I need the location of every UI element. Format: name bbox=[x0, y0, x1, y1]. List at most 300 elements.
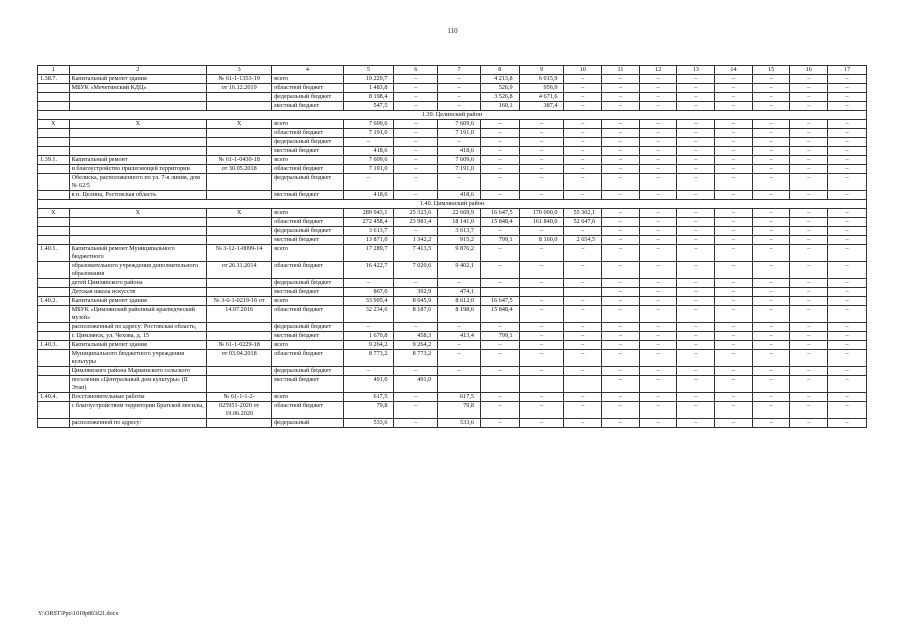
amount-cell: – bbox=[394, 393, 438, 402]
amount-cell: – bbox=[790, 245, 828, 262]
amount-cell: – bbox=[394, 323, 438, 332]
amount-cell: – bbox=[602, 218, 640, 227]
table-row bbox=[38, 367, 867, 376]
column-number-cell: 3 bbox=[207, 66, 272, 75]
amount-cell: – bbox=[715, 236, 753, 245]
amount-cell: 79,8 bbox=[438, 402, 481, 419]
amount-cell: – bbox=[480, 245, 519, 262]
object-name-cell: Капитальный ремонт bbox=[69, 156, 206, 165]
amount-cell: 418,6 bbox=[438, 191, 481, 200]
amount-cell: – bbox=[602, 102, 640, 111]
amount-cell: 170 000,0 bbox=[519, 209, 564, 218]
document-ref-cell bbox=[207, 191, 272, 200]
row-number-cell bbox=[38, 147, 70, 156]
amount-cell: – bbox=[564, 147, 602, 156]
amount-cell: – bbox=[639, 341, 677, 350]
amount-cell: – bbox=[394, 75, 438, 84]
amount-cell: – bbox=[828, 323, 867, 332]
amount-cell: 1 670,8 bbox=[343, 332, 394, 341]
document-ref-cell bbox=[207, 288, 272, 297]
object-name-cell: МБУК «Цимлянский районный краеведческий музей» bbox=[69, 306, 206, 323]
amount-cell: 16 647,5 bbox=[480, 297, 519, 306]
amount-cell: 8 187,6 bbox=[394, 306, 438, 323]
object-name-cell: Муниципального бюджетного учреждения культуры bbox=[69, 350, 206, 367]
amount-cell: – bbox=[480, 120, 519, 129]
row-number-cell bbox=[38, 332, 70, 341]
funding-source-cell: областной бюджет bbox=[272, 402, 343, 419]
amount-cell: 392,9 bbox=[394, 288, 438, 297]
amount-cell: 7 609,6 bbox=[438, 120, 481, 129]
amount-cell: – bbox=[602, 262, 640, 279]
table-row bbox=[38, 236, 867, 245]
amount-cell: – bbox=[394, 174, 438, 191]
amount-cell: – bbox=[343, 323, 394, 332]
table-row bbox=[38, 174, 867, 191]
amount-cell: – bbox=[677, 138, 715, 147]
column-number-cell: 5 bbox=[343, 66, 394, 75]
amount-cell: – bbox=[677, 323, 715, 332]
amount-cell: 8 160,0 bbox=[519, 236, 564, 245]
amount-cell: – bbox=[639, 236, 677, 245]
object-name-cell bbox=[69, 93, 206, 102]
funding-source-cell: областной бюджет bbox=[272, 165, 343, 174]
amount-cell: – bbox=[602, 191, 640, 200]
table-row bbox=[38, 147, 867, 156]
table-row bbox=[38, 402, 867, 419]
column-number-cell: 6 bbox=[394, 66, 438, 75]
amount-cell: 418,6 bbox=[343, 191, 394, 200]
amount-cell: – bbox=[602, 350, 640, 367]
table-row bbox=[38, 165, 867, 174]
amount-cell: – bbox=[677, 93, 715, 102]
amount-cell: – bbox=[715, 297, 753, 306]
amount-cell: 474,1 bbox=[438, 288, 481, 297]
amount-cell: – bbox=[752, 245, 790, 262]
amount-cell: – bbox=[677, 288, 715, 297]
amount-cell: – bbox=[677, 245, 715, 262]
amount-cell: – bbox=[639, 332, 677, 341]
amount-cell: – bbox=[639, 93, 677, 102]
amount-cell: – bbox=[790, 84, 828, 93]
column-number-cell: 15 bbox=[752, 66, 790, 75]
amount-cell: – bbox=[828, 288, 867, 297]
amount-cell: – bbox=[519, 393, 564, 402]
amount-cell: – bbox=[677, 120, 715, 129]
amount-cell: 8 645,9 bbox=[394, 297, 438, 306]
amount-cell: – bbox=[394, 102, 438, 111]
amount-cell: – bbox=[602, 165, 640, 174]
amount-cell: – bbox=[715, 376, 753, 393]
amount-cell: – bbox=[639, 84, 677, 93]
section-header-row bbox=[38, 111, 867, 120]
amount-cell: – bbox=[790, 174, 828, 191]
amount-cell: – bbox=[828, 367, 867, 376]
amount-cell: – bbox=[519, 191, 564, 200]
amount-cell: – bbox=[715, 129, 753, 138]
amount-cell: 1 342,2 bbox=[394, 236, 438, 245]
amount-cell: – bbox=[602, 367, 640, 376]
amount-cell: 8 773,2 bbox=[394, 350, 438, 367]
amount-cell: – bbox=[828, 93, 867, 102]
object-name-cell bbox=[69, 102, 206, 111]
object-name-cell: Капитальный ремонт здания bbox=[69, 75, 206, 84]
amount-cell: – bbox=[564, 138, 602, 147]
amount-cell: – bbox=[639, 393, 677, 402]
amount-cell: – bbox=[828, 84, 867, 93]
row-number-cell bbox=[38, 84, 70, 93]
object-name-cell: Детская школа искусств bbox=[69, 288, 206, 297]
table-row bbox=[38, 288, 867, 297]
amount-cell: – bbox=[564, 75, 602, 84]
object-name-cell: поселения «Центральный дом культуры» (II Этап) bbox=[69, 376, 206, 393]
amount-cell: – bbox=[752, 332, 790, 341]
amount-cell: 8 198,4 bbox=[343, 93, 394, 102]
amount-cell: – bbox=[480, 393, 519, 402]
row-number-cell bbox=[38, 218, 70, 227]
document-ref-cell: № 61-1-1-2- bbox=[207, 393, 272, 402]
amount-cell: – bbox=[564, 419, 602, 428]
amount-cell: – bbox=[828, 376, 867, 393]
amount-cell: – bbox=[677, 332, 715, 341]
amount-cell: – bbox=[752, 120, 790, 129]
object-name-cell: Капитальный ремонт здания bbox=[69, 341, 206, 350]
amount-cell bbox=[564, 376, 602, 393]
column-number-cell: 16 bbox=[790, 66, 828, 75]
amount-cell bbox=[519, 288, 564, 297]
amount-cell: – bbox=[639, 402, 677, 419]
amount-cell: – bbox=[480, 138, 519, 147]
document-ref-cell bbox=[207, 129, 272, 138]
amount-cell: – bbox=[677, 402, 715, 419]
amount-cell: – bbox=[639, 75, 677, 84]
row-number-cell bbox=[38, 262, 70, 279]
amount-cell: – bbox=[480, 341, 519, 350]
amount-cell: – bbox=[602, 129, 640, 138]
amount-cell: – bbox=[438, 174, 481, 191]
amount-cell: – bbox=[715, 93, 753, 102]
amount-cell: – bbox=[480, 350, 519, 367]
amount-cell: 491,0 bbox=[343, 376, 394, 393]
amount-cell: – bbox=[639, 227, 677, 236]
row-number-cell: X bbox=[38, 120, 70, 129]
amount-cell: 799,1 bbox=[480, 332, 519, 341]
funding-source-cell: всего bbox=[272, 75, 343, 84]
funding-source-cell: федеральный bbox=[272, 419, 343, 428]
amount-cell: – bbox=[677, 306, 715, 323]
amount-cell: – bbox=[677, 227, 715, 236]
amount-cell: 413,4 bbox=[438, 332, 481, 341]
amount-cell: – bbox=[564, 306, 602, 323]
object-name-cell bbox=[69, 227, 206, 236]
amount-cell: – bbox=[602, 323, 640, 332]
amount-cell: – bbox=[790, 262, 828, 279]
amount-cell: 272 458,4 bbox=[343, 218, 394, 227]
table-row bbox=[38, 297, 867, 306]
row-number-cell bbox=[38, 129, 70, 138]
amount-cell: – bbox=[519, 332, 564, 341]
funding-source-cell: местный бюджет bbox=[272, 288, 343, 297]
amount-cell: – bbox=[519, 138, 564, 147]
amount-cell: – bbox=[519, 419, 564, 428]
amount-cell: – bbox=[602, 174, 640, 191]
amount-cell: 16 422,7 bbox=[343, 262, 394, 279]
amount-cell: – bbox=[828, 156, 867, 165]
amount-cell: 52 647,6 bbox=[564, 218, 602, 227]
amount-cell: – bbox=[677, 174, 715, 191]
amount-cell: – bbox=[715, 367, 753, 376]
funding-source-cell: федеральный бюджет bbox=[272, 323, 343, 332]
amount-cell: – bbox=[828, 191, 867, 200]
amount-cell: – bbox=[564, 367, 602, 376]
amount-cell: – bbox=[602, 419, 640, 428]
amount-cell: – bbox=[438, 138, 481, 147]
document-ref-cell: 025951-2020 от 19.06.2020 bbox=[207, 402, 272, 419]
amount-cell: – bbox=[752, 218, 790, 227]
table-row bbox=[38, 393, 867, 402]
amount-cell: – bbox=[519, 156, 564, 165]
amount-cell: – bbox=[519, 367, 564, 376]
amount-cell: – bbox=[519, 402, 564, 419]
amount-cell: 617,5 bbox=[343, 393, 394, 402]
amount-cell: 7 191,0 bbox=[343, 165, 394, 174]
amount-cell: – bbox=[715, 218, 753, 227]
amount-cell: 418,6 bbox=[343, 147, 394, 156]
row-number-cell bbox=[38, 376, 70, 393]
amount-cell: 55 302,1 bbox=[564, 209, 602, 218]
amount-cell: – bbox=[752, 279, 790, 288]
amount-cell: 491,0 bbox=[394, 376, 438, 393]
amount-cell: – bbox=[639, 279, 677, 288]
amount-cell: – bbox=[394, 147, 438, 156]
amount-cell: – bbox=[715, 419, 753, 428]
amount-cell: – bbox=[677, 350, 715, 367]
amount-cell: – bbox=[602, 297, 640, 306]
amount-cell: – bbox=[480, 129, 519, 138]
amount-cell: – bbox=[519, 227, 564, 236]
row-number-cell bbox=[38, 306, 70, 323]
amount-cell: – bbox=[639, 323, 677, 332]
amount-cell: – bbox=[639, 297, 677, 306]
amount-cell: – bbox=[752, 341, 790, 350]
amount-cell: – bbox=[828, 402, 867, 419]
amount-cell: – bbox=[790, 306, 828, 323]
amount-cell: – bbox=[790, 279, 828, 288]
amount-cell: – bbox=[480, 367, 519, 376]
amount-cell: – bbox=[564, 191, 602, 200]
row-number-cell bbox=[38, 236, 70, 245]
amount-cell: – bbox=[677, 419, 715, 428]
amount-cell: – bbox=[752, 419, 790, 428]
object-name-cell: Цимлянского района Маркинского сельского bbox=[69, 367, 206, 376]
amount-cell: – bbox=[639, 306, 677, 323]
column-number-cell: 1 bbox=[38, 66, 70, 75]
amount-cell: – bbox=[752, 227, 790, 236]
amount-cell: – bbox=[564, 129, 602, 138]
document-ref-cell bbox=[207, 218, 272, 227]
amount-cell: – bbox=[519, 297, 564, 306]
table-row bbox=[38, 209, 867, 218]
amount-cell: – bbox=[602, 288, 640, 297]
amount-cell: – bbox=[752, 147, 790, 156]
funding-source-cell: всего bbox=[272, 245, 343, 262]
amount-cell: – bbox=[564, 393, 602, 402]
table-row bbox=[38, 341, 867, 350]
amount-cell: – bbox=[790, 165, 828, 174]
amount-cell: – bbox=[343, 367, 394, 376]
amount-cell: – bbox=[715, 350, 753, 367]
amount-cell: – bbox=[519, 120, 564, 129]
object-name-cell: Капитальный ремонт здания bbox=[69, 297, 206, 306]
amount-cell: – bbox=[790, 227, 828, 236]
amount-cell: – bbox=[790, 402, 828, 419]
amount-cell: – bbox=[752, 191, 790, 200]
document-ref-cell bbox=[207, 227, 272, 236]
amount-cell: 7 609,6 bbox=[343, 156, 394, 165]
amount-cell: – bbox=[715, 332, 753, 341]
object-name-cell bbox=[69, 218, 206, 227]
amount-cell: – bbox=[602, 402, 640, 419]
amount-cell: – bbox=[602, 279, 640, 288]
amount-cell: – bbox=[519, 262, 564, 279]
amount-cell: – bbox=[564, 174, 602, 191]
document-ref-cell bbox=[207, 419, 272, 428]
funding-source-cell: областной бюджет bbox=[272, 84, 343, 93]
amount-cell: – bbox=[677, 297, 715, 306]
object-name-cell: с благоустройством территории Братской могилы, bbox=[69, 402, 206, 419]
amount-cell: – bbox=[438, 367, 481, 376]
amount-cell: – bbox=[677, 341, 715, 350]
amount-cell: 161 840,0 bbox=[519, 218, 564, 227]
amount-cell: 8 773,2 bbox=[343, 350, 394, 367]
object-name-cell bbox=[69, 129, 206, 138]
amount-cell: 3 526,8 bbox=[480, 93, 519, 102]
row-number-cell bbox=[38, 323, 70, 332]
amount-cell: – bbox=[564, 120, 602, 129]
amount-cell: 32 234,6 bbox=[343, 306, 394, 323]
amount-cell: – bbox=[828, 262, 867, 279]
amount-cell: – bbox=[828, 306, 867, 323]
amount-cell: – bbox=[438, 84, 481, 93]
document-ref-cell: X bbox=[207, 209, 272, 218]
amount-cell: – bbox=[752, 350, 790, 367]
amount-cell: – bbox=[639, 376, 677, 393]
amount-cell: – bbox=[564, 402, 602, 419]
amount-cell: – bbox=[752, 93, 790, 102]
amount-cell: 9 264,2 bbox=[394, 341, 438, 350]
document-ref-cell: № 61-1-0430-18 bbox=[207, 156, 272, 165]
amount-cell: – bbox=[519, 323, 564, 332]
document-ref-cell: от 16.12.2019 bbox=[207, 84, 272, 93]
amount-cell: – bbox=[564, 245, 602, 262]
amount-cell: – bbox=[564, 156, 602, 165]
amount-cell: – bbox=[602, 75, 640, 84]
amount-cell: – bbox=[564, 297, 602, 306]
amount-cell: 16 647,5 bbox=[480, 209, 519, 218]
row-number-cell bbox=[38, 138, 70, 147]
amount-cell: – bbox=[828, 393, 867, 402]
amount-cell: – bbox=[639, 262, 677, 279]
amount-cell bbox=[519, 376, 564, 393]
amount-cell: – bbox=[602, 306, 640, 323]
amount-cell: 9 876,2 bbox=[438, 245, 481, 262]
amount-cell: – bbox=[602, 236, 640, 245]
amount-cell: 289 943,1 bbox=[343, 209, 394, 218]
amount-cell: – bbox=[752, 367, 790, 376]
amount-cell: – bbox=[715, 75, 753, 84]
row-number-cell bbox=[38, 419, 70, 428]
amount-cell: – bbox=[790, 288, 828, 297]
amount-cell: – bbox=[394, 93, 438, 102]
amount-cell: – bbox=[438, 279, 481, 288]
amount-cell: – bbox=[564, 323, 602, 332]
amount-cell: – bbox=[519, 147, 564, 156]
amount-cell: – bbox=[394, 138, 438, 147]
amount-cell: – bbox=[480, 165, 519, 174]
amount-cell: – bbox=[828, 218, 867, 227]
table-row bbox=[38, 227, 867, 236]
amount-cell: 3 613,7 bbox=[343, 227, 394, 236]
amount-cell: – bbox=[394, 227, 438, 236]
amount-cell: – bbox=[828, 297, 867, 306]
amount-cell: – bbox=[715, 138, 753, 147]
amount-cell: – bbox=[752, 165, 790, 174]
amount-cell: – bbox=[564, 262, 602, 279]
table-row bbox=[38, 102, 867, 111]
amount-cell: – bbox=[639, 138, 677, 147]
amount-cell: – bbox=[752, 129, 790, 138]
amount-cell: – bbox=[752, 156, 790, 165]
document-ref-cell bbox=[207, 236, 272, 245]
amount-cell: – bbox=[677, 262, 715, 279]
funding-source-cell: всего bbox=[272, 393, 343, 402]
amount-cell: – bbox=[602, 84, 640, 93]
table-row bbox=[38, 376, 867, 393]
amount-cell: 867,0 bbox=[343, 288, 394, 297]
funding-source-cell: местный бюджет bbox=[272, 332, 343, 341]
amount-cell: – bbox=[828, 227, 867, 236]
document-ref-cell bbox=[207, 102, 272, 111]
amount-cell: – bbox=[677, 102, 715, 111]
amount-cell: – bbox=[639, 209, 677, 218]
amount-cell: – bbox=[715, 279, 753, 288]
document-ref-cell bbox=[207, 93, 272, 102]
amount-cell: – bbox=[438, 350, 481, 367]
row-number-cell bbox=[38, 288, 70, 297]
amount-cell: – bbox=[715, 402, 753, 419]
amount-cell: – bbox=[790, 120, 828, 129]
amount-cell: 33 905,4 bbox=[343, 297, 394, 306]
table-row bbox=[38, 306, 867, 323]
funding-source-cell: местный бюджет bbox=[272, 191, 343, 200]
object-name-cell: МБУК «Мечетинский КДЦ» bbox=[69, 84, 206, 93]
amount-cell: – bbox=[564, 165, 602, 174]
document-ref-cell: № 3-6-1-0219-16 от bbox=[207, 297, 272, 306]
table-row bbox=[38, 245, 867, 262]
amount-cell: – bbox=[828, 332, 867, 341]
amount-cell: – bbox=[639, 147, 677, 156]
amount-cell: – bbox=[790, 419, 828, 428]
object-name-cell: X bbox=[69, 209, 206, 218]
amount-cell: – bbox=[602, 120, 640, 129]
amount-cell: 25 323,6 bbox=[394, 209, 438, 218]
amount-cell: 7 191,0 bbox=[438, 165, 481, 174]
amount-cell: – bbox=[639, 129, 677, 138]
amount-cell: – bbox=[790, 102, 828, 111]
amount-cell: 8 612,0 bbox=[438, 297, 481, 306]
amount-cell: – bbox=[752, 288, 790, 297]
amount-cell bbox=[480, 288, 519, 297]
funding-source-cell: местный бюджет bbox=[272, 376, 343, 393]
